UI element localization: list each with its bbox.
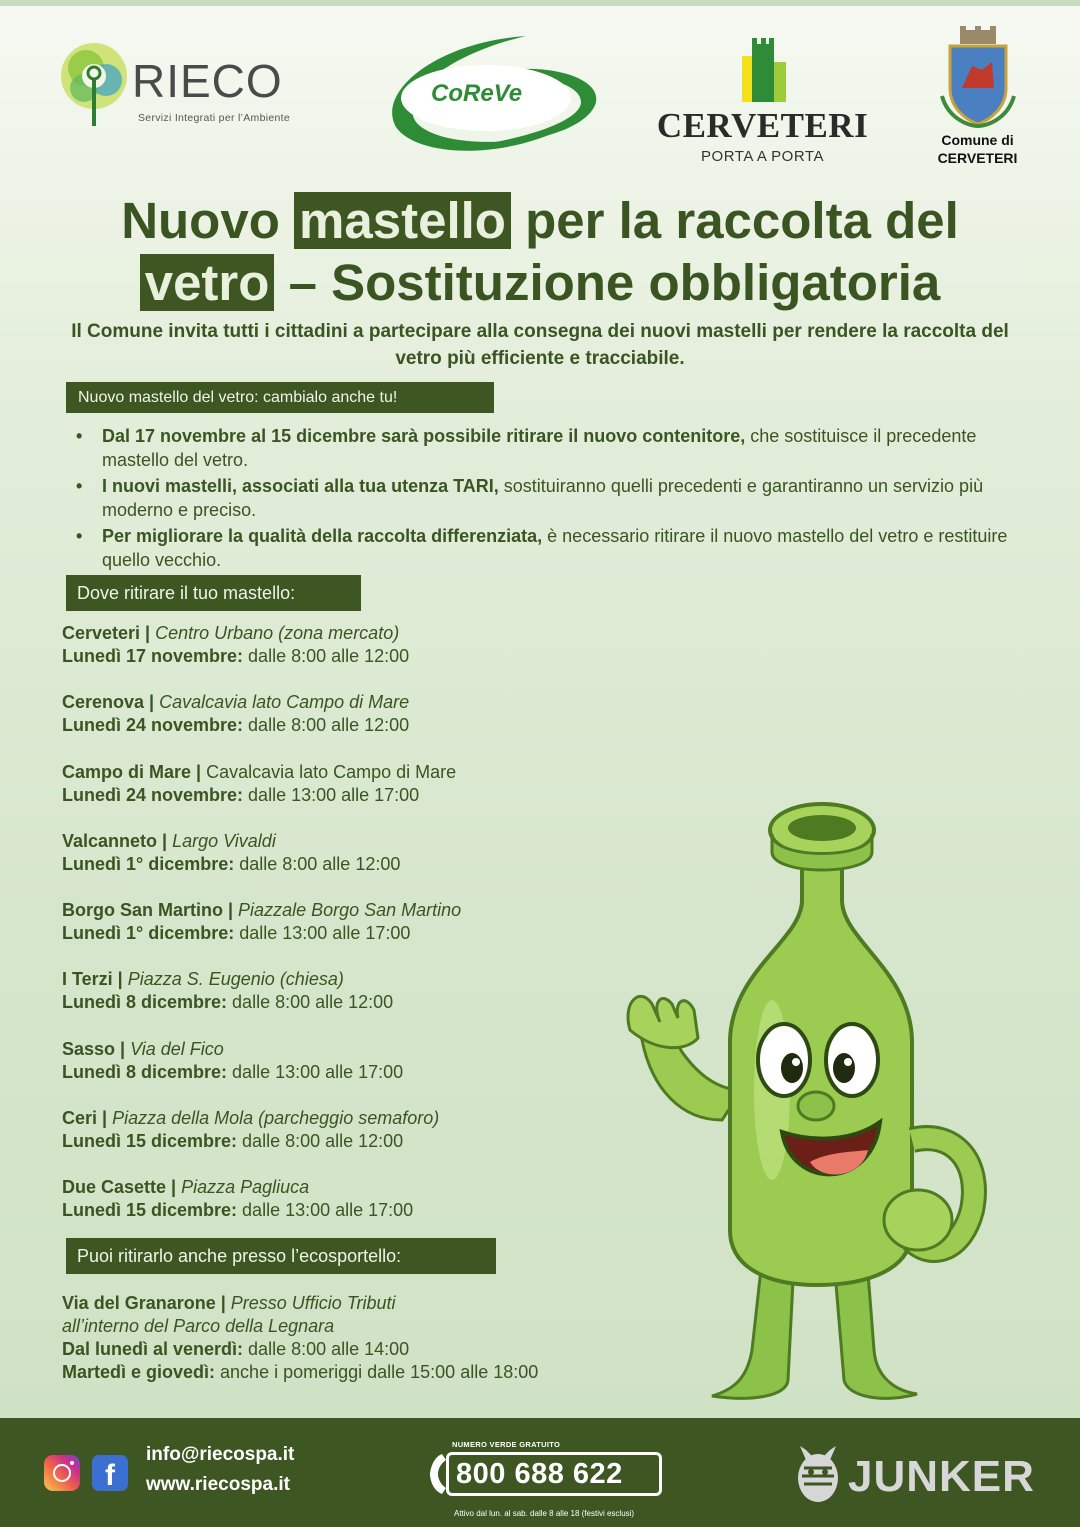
rieco-logo — [56, 40, 336, 130]
section-heading-dove-ritirare: Dove ritirare il tuo mastello: — [66, 575, 361, 611]
location-entry-campo-di-mare: Campo di Mare | Cavalcavia lato Campo di Mare Lunedì 24 novembre: dalle 13:00 alle 17:00 — [62, 762, 457, 805]
rieco-tree-icon — [56, 40, 136, 130]
list-item: • Dal 17 novembre al 15 dicembre sarà possibile ritirare il nuovo contenitore, che sostituisce il precedente mastello del vetro. — [76, 426, 977, 470]
title-highlight-mastello: mastello — [294, 192, 511, 249]
phone-label: NUMERO VERDE GRATUITO — [452, 1440, 561, 1449]
info-bullet-list — [74, 424, 1024, 574]
location-entry-sasso: Sasso | Via del Fico Lunedì 8 dicembre: dalle 13:00 alle 17:00 — [62, 1039, 404, 1082]
junker-wordmark: JUNKER — [848, 1452, 1035, 1501]
phone-handset-icon — [428, 1452, 448, 1496]
location-entry-i-terzi: I Terzi | Piazza S. Eugenio (chiesa) Lunedì 8 dicembre: dalle 8:00 alle 12:00 — [62, 969, 394, 1012]
intro-text: Il Comune invita tutti i cittadini a partecipare alla consegna dei nuovi mastelli per rendere la raccolta del vetro più efficiente e tracciabile. — [71, 321, 1009, 369]
website-link[interactable]: www.riecospa.it — [146, 1474, 290, 1495]
page-title: Nuovo mastello per la raccolta del vetro – Sostituzione obbligatoria — [121, 192, 959, 311]
footer-bar — [0, 1418, 1080, 1527]
location-entry-borgo-san-martino: Borgo San Martino | Piazzale Borgo San Martino Lunedì 1° dicembre: dalle 13:00 alle 17:00 — [62, 900, 462, 943]
facebook-icon[interactable]: f — [92, 1455, 128, 1491]
rieco-tagline: Servizi Integrati per l’Ambiente — [138, 112, 290, 124]
cerveteri-subtitle: PORTA A PORTA — [701, 148, 824, 165]
zebra-icon — [790, 1440, 846, 1504]
coat-of-arms-icon — [920, 26, 1035, 130]
location-entry-cerveteri: Cerveteri | Centro Urbano (zona mercato) Lunedì 17 novembre: dalle 8:00 alle 12:00 — [62, 623, 410, 666]
toll-free-number-box[interactable] — [428, 1434, 668, 1518]
location-entry-due-casette: Due Casette | Piazza Pagliuca Lunedì 15 dicembre: dalle 13:00 alle 17:00 — [62, 1177, 414, 1220]
comune-logo — [920, 26, 1035, 174]
list-item: • Per migliorare la qualità della raccolta differenziata, è necessario ritirare il nuovo mastello del vetro e restituire quello vecchio. — [76, 526, 1008, 570]
coreve-wordmark: CoReVe — [431, 80, 523, 107]
junker-logo — [790, 1438, 1040, 1508]
comune-line2: CERVETERI — [937, 150, 1018, 166]
tower-icon — [724, 36, 804, 104]
section-heading-cambialo: Nuovo mastello del vetro: cambialo anche tu! — [66, 382, 494, 413]
location-entry-cerenova: Cerenova | Cavalcavia lato Campo di Mare Lunedì 24 novembre: dalle 8:00 alle 12:00 — [62, 692, 410, 735]
rieco-wordmark: RIECO — [132, 55, 283, 107]
instagram-icon[interactable] — [44, 1455, 80, 1491]
location-entry-valcanneto: Valcanneto | Largo Vivaldi Lunedì 1° dicembre: dalle 8:00 alle 12:00 — [62, 831, 401, 874]
location-entry-ceri: Ceri | Piazza della Mola (parcheggio semaforo) Lunedì 15 dicembre: dalle 8:00 alle 12:00 — [62, 1108, 440, 1151]
title-highlight-vetro: vetro — [140, 254, 275, 311]
phone-hours-note: Attivo dal lun. al sab. dalle 8 alle 18 (festivi esclusi) — [454, 1509, 635, 1518]
coreve-logo — [376, 32, 608, 162]
list-item: • I nuovi mastelli, associati alla tua utenza TARI, sostituiranno quelli precedenti e garantiranno un servizio più moderno e preciso. — [76, 476, 984, 520]
section-heading-ecosportello: Puoi ritirarlo anche presso l’ecosportello: — [66, 1238, 496, 1274]
cerveteri-wordmark: CERVETERI — [656, 106, 869, 145]
email-link[interactable]: info@riecospa.it — [146, 1444, 295, 1465]
bottle-mascot-illustration — [612, 790, 1052, 1415]
cerveteri-logo — [640, 36, 885, 171]
ecosportello-entry: Via del Granarone | Presso Ufficio Tributi all’interno del Parco della Legnara Dal lunedì al venerdì: dalle 8:00 alle 14:00 Martedì e giovedì: anche i pomeriggi dalle 15:00 alle 18:00 — [62, 1293, 539, 1382]
phone-number: 800 688 622 — [456, 1458, 623, 1490]
comune-line1: Comune di — [941, 132, 1014, 148]
top-border — [0, 0, 1080, 6]
